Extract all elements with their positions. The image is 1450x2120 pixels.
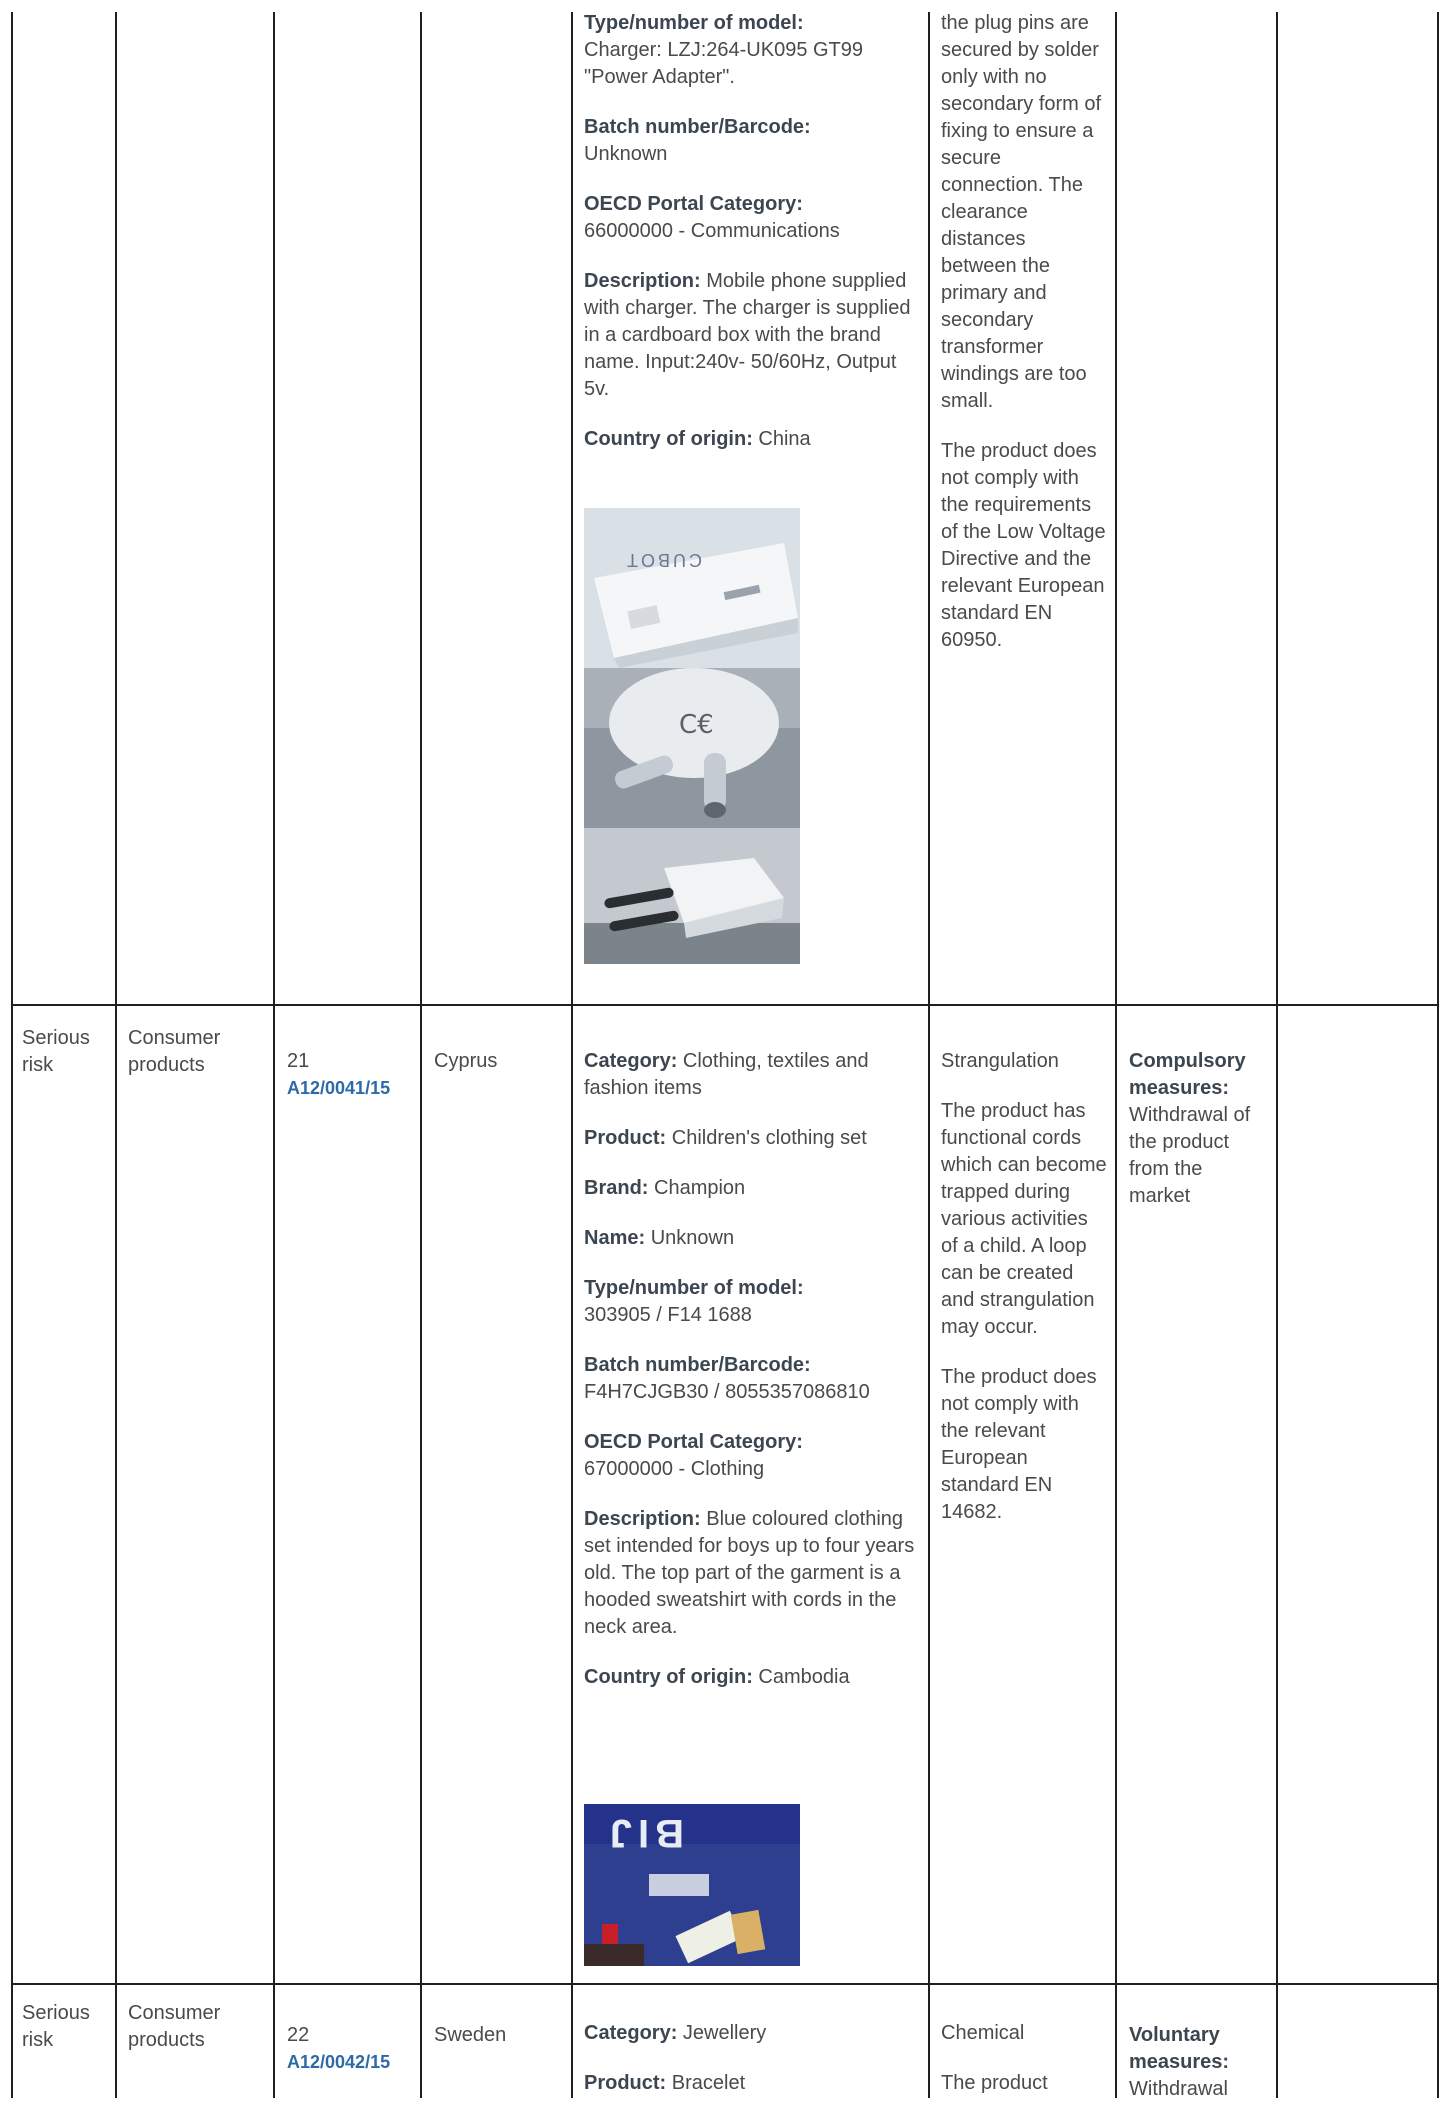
- charger-side-photo: [584, 828, 800, 964]
- measures-label: Compulsory measures:: [1129, 1050, 1246, 1099]
- product-label: Product:: [584, 1127, 667, 1149]
- product-value: Bracelet: [671, 2072, 746, 2094]
- notifying-country: Sweden: [434, 2024, 507, 2046]
- description-value: Mobile phone supplied with charger. The charger is supplied in a cardboard box with the brand name. Input:240v- 50/60Hz, Output 5v.: [584, 270, 911, 400]
- name-value: Unknown: [650, 1227, 735, 1249]
- oecd-value: 67000000 - Clothing: [584, 1458, 765, 1480]
- risk-compliance: The product does not comply with the requirements of the Low Voltage Directive and the relevant European standard EN 60950.: [941, 440, 1106, 651]
- description-label: Description:: [584, 1508, 701, 1530]
- risk-level-cell: [22, 2000, 110, 2054]
- risk-level: Serious risk: [22, 2002, 90, 2051]
- risk-description: The product: [941, 2072, 1048, 2094]
- grid-vline-3: [273, 12, 275, 2098]
- category-label: Category:: [584, 1050, 678, 1072]
- grid-vline-6: [928, 12, 930, 2098]
- name-label: Name:: [584, 1227, 646, 1249]
- batch-value: Unknown: [584, 143, 668, 165]
- brand-value: Champion: [654, 1177, 746, 1199]
- product-type-cell: [128, 1025, 268, 1079]
- risk-level: Serious risk: [22, 1027, 90, 1076]
- grid-vline-4: [420, 12, 422, 2098]
- country-cell: [434, 1048, 564, 1075]
- risk-level-cell: [22, 1025, 110, 1079]
- grid-hline-row21-top: [11, 1004, 1439, 1006]
- origin-value: China: [758, 428, 811, 450]
- category-value: Clothing, textiles and fashion items: [584, 1050, 869, 1099]
- batch-label: Batch number/Barcode:: [584, 1354, 811, 1376]
- oecd-label: OECD Portal Category:: [584, 1431, 803, 1453]
- category-value: Jewellery: [682, 2022, 767, 2044]
- risk-compliance: The product does not comply with the relevant European standard EN 14682.: [941, 1366, 1097, 1523]
- grid-hline-row22-top: [11, 1983, 1439, 1985]
- notifying-country: Cyprus: [434, 1050, 498, 1072]
- batch-value: F4H7CJGB30 / 8055357086810: [584, 1381, 870, 1403]
- grid-vline-5: [571, 12, 573, 2098]
- grid-vline-9: [1437, 12, 1439, 2098]
- product-type-cell: [128, 2000, 268, 2054]
- batch-label: Batch number/Barcode:: [584, 116, 811, 138]
- svg-text:C€: C€: [679, 710, 714, 740]
- model-value: Charger: LZJ:264-UK095 GT99 "Power Adapter".: [584, 39, 864, 88]
- oecd-value: 66000000 - Communications: [584, 220, 840, 242]
- reference-cell: [287, 1048, 417, 1102]
- grid-vline-1: [11, 12, 13, 2098]
- oecd-label: OECD Portal Category:: [584, 193, 803, 215]
- risk-cell: [941, 1048, 1109, 1549]
- risk-description: The product has functional cords which can become trapped during various activities of a child. A loop can be created and strangulation may occur.: [941, 1100, 1107, 1338]
- model-value: 303905 / F14 1688: [584, 1304, 752, 1326]
- charger-box-photo: [584, 508, 800, 668]
- description-value: Blue coloured clothing set intended for boys up to four years old. The top part of the garment is a hooded sweatshirt with cords in the neck area.: [584, 1508, 915, 1638]
- model-label: Type/number of model:: [584, 1277, 804, 1299]
- product-label: Product:: [584, 2072, 667, 2094]
- description-label: Description:: [584, 270, 701, 292]
- notification-number: 21: [287, 1050, 310, 1072]
- measures-value: Withdrawal of the product from the market: [1129, 1104, 1251, 1207]
- grid-vline-7: [1115, 12, 1117, 2098]
- risk-description: the plug pins are secured by solder only with no secondary form of fixing to ensure a secure connection. The clearance distances between the primary and secondary transformer windings are too small.: [941, 12, 1102, 412]
- measures-cell: [1129, 2022, 1269, 2103]
- origin-label: Country of origin:: [584, 428, 753, 450]
- reference-link[interactable]: A12/0042/15: [287, 2052, 391, 2072]
- grid-vline-2: [115, 12, 117, 2098]
- clothing-set-photo: [584, 1804, 800, 1966]
- product-details-cell: [584, 1048, 919, 1714]
- shirt-print-text: BIJ: [603, 1811, 684, 1855]
- charger-plug-photo: [584, 668, 800, 828]
- measures-label: Voluntary measures:: [1129, 2024, 1230, 2073]
- product-value: Children's clothing set: [671, 1127, 867, 1149]
- risk-type: Strangulation: [941, 1050, 1059, 1072]
- category-label: Category:: [584, 2022, 678, 2044]
- product-details-cell-top: [584, 10, 914, 476]
- country-cell: [434, 2022, 564, 2049]
- box-brand-text: CUBOT: [624, 550, 702, 570]
- measures-value: Withdrawal: [1129, 2078, 1228, 2100]
- reference-link[interactable]: A12/0041/15: [287, 1078, 391, 1098]
- product-details-cell: [584, 2020, 919, 2120]
- risk-cell: [941, 2020, 1109, 2120]
- reference-cell: [287, 2022, 417, 2076]
- grid-vline-8: [1276, 12, 1278, 2098]
- origin-value: Cambodia: [758, 1666, 850, 1688]
- notification-number: 22: [287, 2024, 310, 2046]
- product-type: Consumer products: [128, 1027, 221, 1076]
- brand-label: Brand:: [584, 1177, 649, 1199]
- measures-cell: [1129, 1048, 1269, 1210]
- model-label: Type/number of model:: [584, 12, 804, 34]
- risk-type: Chemical: [941, 2022, 1025, 2044]
- product-type: Consumer products: [128, 2002, 221, 2051]
- origin-label: Country of origin:: [584, 1666, 753, 1688]
- risk-cell-top: [941, 10, 1106, 677]
